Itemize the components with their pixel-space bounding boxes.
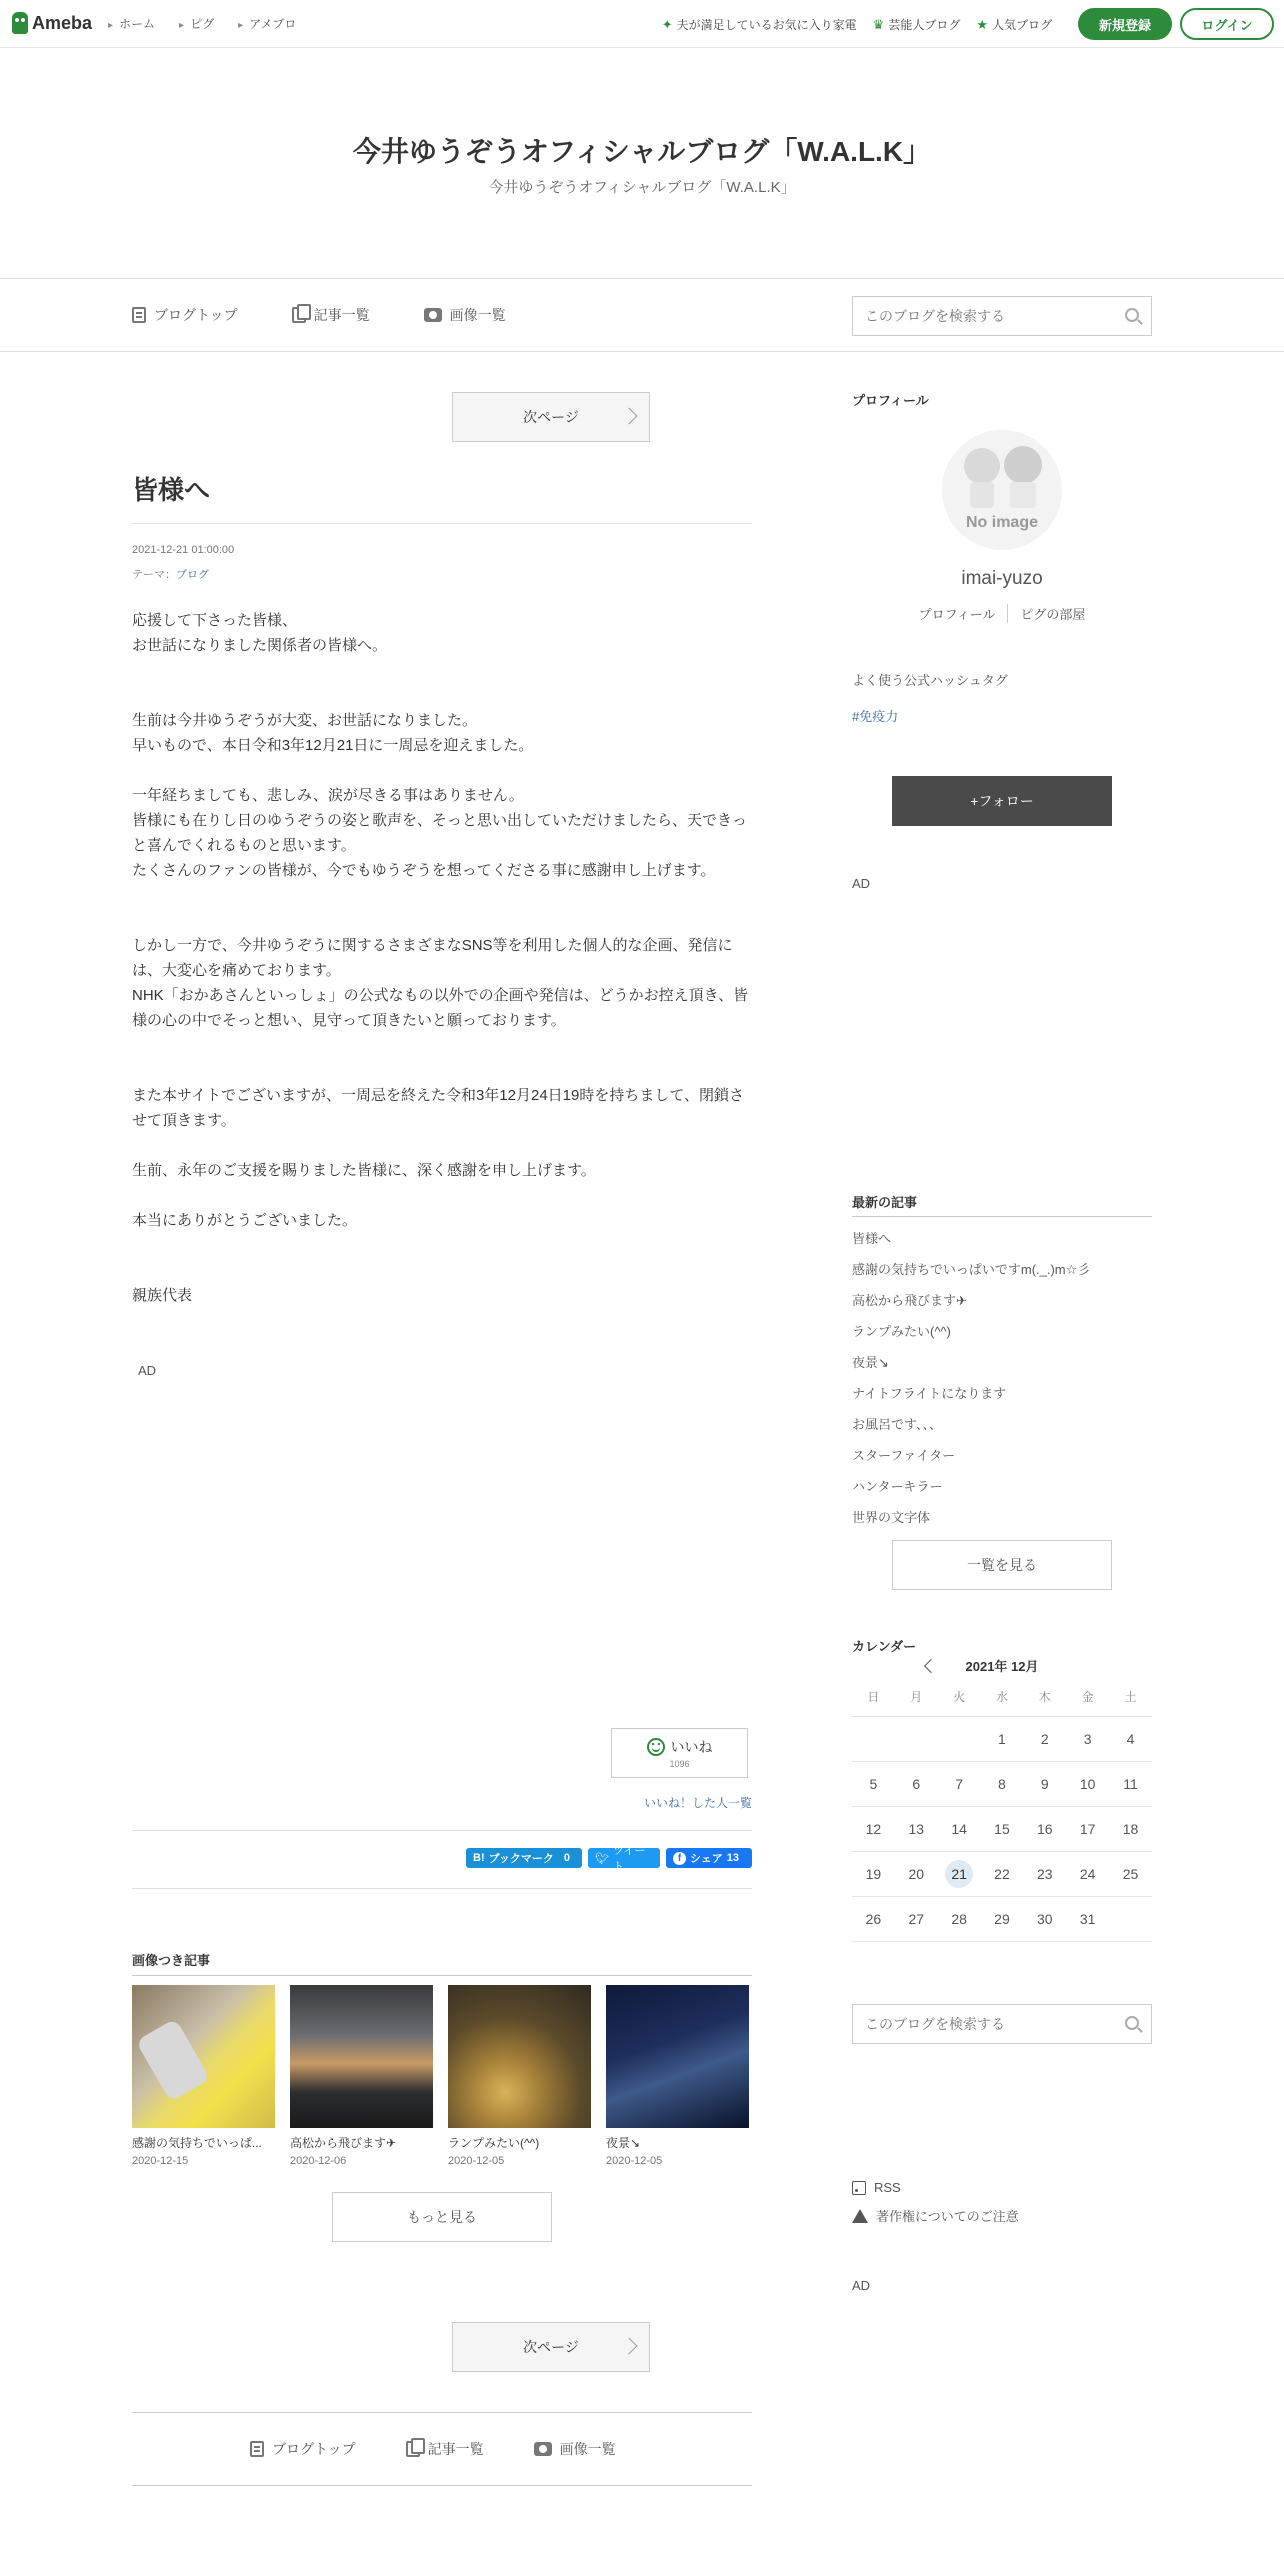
thumbnail-caption: 高松から飛びます✈ <box>290 2136 397 2150</box>
see-more-button[interactable]: もっと見る <box>332 2192 552 2242</box>
thumbnail-caption: 感謝の気持ちでいっぱ... <box>132 2136 262 2150</box>
article-paragraph: お世話になりました関係者の皆様へ。 <box>132 637 388 654</box>
recent-article-link[interactable]: ランプみたい(^^) <box>852 1324 951 1339</box>
calendar-day[interactable] <box>1109 1806 1152 1851</box>
calendar-day[interactable] <box>1109 1716 1152 1761</box>
calendar-day[interactable] <box>1109 1761 1152 1806</box>
blog-nav-top[interactable]: ブログトップ <box>132 305 238 325</box>
divider <box>132 1888 752 1889</box>
calendar-day-number: 22 <box>994 1865 1010 1882</box>
nav-home[interactable]: ▸ ホーム <box>108 15 155 32</box>
image-article-card[interactable] <box>132 1985 275 2167</box>
calendar-day-number: 29 <box>994 1910 1010 1927</box>
avatar-boy-figure <box>964 448 1000 484</box>
calendar-day[interactable] <box>981 1761 1024 1806</box>
login-button[interactable]: ログイン <box>1180 8 1274 40</box>
copyright-notice-link[interactable]: 著作権についてのご注意 <box>852 2206 1019 2225</box>
calendar-day-number: 26 <box>865 1910 882 1927</box>
calendar-day[interactable] <box>938 1806 981 1851</box>
weekday-label: 土 <box>1109 1678 1152 1716</box>
thumbnail-image <box>606 1985 749 2128</box>
calendar-day[interactable] <box>852 1896 895 1941</box>
image-articles-list <box>132 1985 749 2167</box>
camera-icon <box>424 308 442 322</box>
calendar-day[interactable] <box>938 1761 981 1806</box>
article-body <box>132 608 752 1383</box>
document-icon <box>132 307 146 323</box>
search-icon[interactable] <box>1125 2016 1139 2030</box>
bottom-blog-nav <box>132 2412 752 2486</box>
nav-pigg[interactable]: ▸ ピグ <box>179 15 214 32</box>
calendar-day[interactable] <box>938 1896 981 1941</box>
thumbnail-date: 2020-12-05 <box>606 2155 663 2167</box>
recent-article-link[interactable]: 皆様へ <box>852 1231 892 1246</box>
calendar-day <box>938 1716 981 1761</box>
article-date: 2021-12-21 01:00:00 <box>132 544 235 556</box>
blog-subtitle: 今井ゆうぞうオフィシャルブログ「W.A.L.K」 <box>488 179 796 196</box>
theme-link[interactable]: ブログ <box>176 569 209 581</box>
warning-icon <box>852 2209 868 2223</box>
calendar-day-number: 6 <box>912 1775 921 1792</box>
calendar-day[interactable] <box>1066 1761 1109 1806</box>
calendar-week <box>852 1896 1152 1941</box>
image-article-card[interactable] <box>290 1985 433 2167</box>
article-signature: 親族代表 <box>132 1287 193 1304</box>
article-paragraph: 皆様にも在りし日のゆうぞうの姿と歌声を、そっと思い出していただけましたら、天できっと喜んでくれるものと思います。 <box>132 812 748 854</box>
ad-label: AD <box>138 1363 157 1378</box>
thumbnail-caption: 夜景↘ <box>606 2136 641 2150</box>
copy-icon <box>406 2441 420 2457</box>
weekday-label: 金 <box>1066 1678 1109 1716</box>
signup-button[interactable]: 新規登録 <box>1078 8 1172 40</box>
like-count: 1096 <box>669 1759 690 1769</box>
calendar-title: カレンダー <box>852 1639 917 1654</box>
calendar-day-number: 13 <box>908 1820 925 1837</box>
calendar <box>852 1678 1152 1942</box>
calendar-day-number: 14 <box>951 1820 967 1837</box>
divider <box>132 1975 752 1976</box>
nav-ameblo[interactable]: ▸ アメブロ <box>238 15 296 32</box>
blog-nav-top[interactable]: ブログトップ <box>250 2439 356 2459</box>
chevron-right-icon <box>621 408 638 425</box>
calendar-day-number: 24 <box>1079 1865 1096 1882</box>
calendar-day[interactable] <box>1066 1716 1109 1761</box>
calendar-day[interactable] <box>852 1851 895 1896</box>
article-paragraph: たくさんのファンの皆様が、今でもゆうぞうを想ってくださる事に感謝申し上げます。 <box>132 862 716 879</box>
hashtag-link[interactable]: #免疫力 <box>852 709 899 724</box>
blog-nav-images[interactable]: 画像一覧 <box>424 305 506 325</box>
search-icon[interactable] <box>1125 308 1139 322</box>
calendar-day[interactable] <box>1066 1896 1109 1941</box>
calendar-week <box>852 1806 1152 1851</box>
calendar-day[interactable] <box>1023 1761 1066 1806</box>
weekday-label: 水 <box>981 1678 1024 1716</box>
recent-article-link[interactable]: ハンターキラー <box>852 1479 943 1494</box>
blog-search <box>852 296 1152 336</box>
smile-icon <box>647 1738 665 1756</box>
ameba-logo[interactable] <box>12 12 92 34</box>
calendar-day-number: 23 <box>1037 1865 1053 1882</box>
facebook-share-button[interactable]: f シェア 13 <box>666 1848 752 1868</box>
calendar-day[interactable] <box>981 1716 1024 1761</box>
article-paragraph: しかし一方で、今井ゆうぞうに関するさまざまなSNS等を利用した個人的な企画、発信には、大変心を痛めております。 <box>132 937 733 979</box>
calendar-day-number: 1 <box>998 1730 1006 1747</box>
weekday-label: 月 <box>895 1678 938 1716</box>
sidebar-search-input[interactable] <box>865 2016 1115 2032</box>
hashtag-title: よく使う公式ハッシュタグ <box>852 673 1008 688</box>
image-article-card[interactable] <box>606 1985 749 2167</box>
calendar-day[interactable] <box>895 1806 938 1851</box>
global-header <box>0 0 1284 48</box>
liked-users-link[interactable]: いいね！した人一覧 <box>643 1796 752 1810</box>
camera-icon <box>534 2442 552 2456</box>
calendar-week <box>852 1716 1152 1761</box>
calendar-day-number: 10 <box>1079 1775 1096 1792</box>
calendar-day[interactable] <box>981 1806 1024 1851</box>
avatar-girl-figure <box>1004 446 1042 484</box>
calendar-day-number: 30 <box>1037 1910 1053 1927</box>
calendar-day-number: 28 <box>951 1910 967 1927</box>
calendar-day[interactable] <box>1066 1806 1109 1851</box>
calendar-day[interactable] <box>895 1851 938 1896</box>
calendar-day[interactable] <box>1023 1896 1066 1941</box>
ad-label: AD <box>852 876 871 891</box>
profile-links <box>852 604 1152 623</box>
thumbnail-date: 2020-12-15 <box>132 2155 189 2167</box>
nav-favorite-appliances[interactable]: ✦ 夫が満足しているお気に入り家電 <box>661 16 857 32</box>
calendar-day[interactable] <box>852 1806 895 1851</box>
article-paragraph: 一年経ちましても、悲しみ、涙が尽きる事はありません。 <box>132 787 524 804</box>
global-nav-left <box>108 15 296 32</box>
calendar-week <box>852 1851 1152 1896</box>
facebook-icon: f <box>673 1852 686 1865</box>
article <box>132 470 752 1383</box>
calendar-day-number: 20 <box>908 1865 925 1882</box>
sidebar-search <box>852 2004 1152 2044</box>
calendar-day-number: 19 <box>865 1865 882 1882</box>
rss-icon <box>852 2181 866 2195</box>
article-paragraph: NHK「おかあさんといっしょ」の公式なもの以外での企画や発信は、どうかお控え頂き、皆様の心の中でそっと想い、見守って頂きたいと願っております。 <box>132 987 749 1029</box>
calendar-day-number: 11 <box>1123 1775 1138 1792</box>
recent-article-link[interactable]: お風呂です、、、 <box>852 1417 942 1432</box>
rss-link[interactable]: RSS <box>852 2180 901 2195</box>
calendar-day-number: 31 <box>1079 1910 1096 1927</box>
calendar-month: 2021年 12月 <box>965 1659 1039 1674</box>
see-all-articles-button[interactable]: 一覧を見る <box>892 1540 1112 1590</box>
recent-articles-title: 最新の記事 <box>852 1195 918 1210</box>
recent-article-link[interactable]: 高松から飛びます✈ <box>852 1293 967 1308</box>
pigg-room-link[interactable]: ピグの部屋 <box>1007 604 1097 623</box>
blog-search-input[interactable] <box>865 308 1115 324</box>
calendar-day-number: 7 <box>955 1775 963 1792</box>
hatena-bookmark-button[interactable]: B! ブックマーク 0 <box>466 1848 582 1868</box>
star-icon: ★ <box>976 16 988 32</box>
article-paragraph: また本サイトでございますが、一周忌を終えた令和3年12月24日19時を持ちまして、閉鎖させて頂きます。 <box>132 1087 745 1129</box>
calendar-day <box>1109 1896 1152 1941</box>
avatar[interactable] <box>942 430 1062 550</box>
hatena-icon: B! <box>473 1852 485 1864</box>
ameba-wordmark: Ameba <box>32 12 93 33</box>
tweet-button[interactable]: 🐦︎ ツイート <box>588 1848 660 1868</box>
calendar-day[interactable] <box>1023 1806 1066 1851</box>
sparkle-icon: ✦ <box>661 16 673 32</box>
calendar-day-number: 15 <box>994 1820 1010 1837</box>
ad-label: AD <box>852 2278 871 2293</box>
article-paragraph: 本当にありがとうございました。 <box>132 1212 358 1229</box>
blog-nav-images[interactable]: 画像一覧 <box>534 2439 616 2459</box>
calendar-day[interactable] <box>895 1761 938 1806</box>
chevron-right-icon <box>621 2338 638 2355</box>
profile-link[interactable]: プロフィール <box>918 607 996 622</box>
calendar-day[interactable] <box>981 1896 1024 1941</box>
recent-article-link[interactable]: スターファイター <box>852 1448 956 1463</box>
thumbnail-date: 2020-12-05 <box>448 2155 505 2167</box>
twitter-bird-icon: 🐦︎ <box>595 1852 609 1865</box>
no-image-label: No image <box>965 514 1038 531</box>
nav-popular-blogs[interactable]: ★ 人気ブログ <box>976 16 1052 32</box>
calendar-day[interactable] <box>1023 1851 1066 1896</box>
recent-articles-list <box>852 1228 1152 1538</box>
image-articles-title: 画像つき記事 <box>132 1953 211 1968</box>
divider <box>852 1216 1152 1217</box>
calendar-day <box>852 1716 895 1761</box>
like-button[interactable]: いいね 1096 <box>611 1728 748 1778</box>
calendar-day-number: 18 <box>1122 1820 1139 1837</box>
follow-button[interactable]: +フォロー <box>892 776 1112 826</box>
recent-article-link[interactable]: ナイトフライトになります <box>852 1386 1007 1401</box>
recent-article-link[interactable]: 世界の文字体 <box>852 1510 931 1525</box>
article-title[interactable]: 皆様へ <box>132 470 752 524</box>
thumbnail-image <box>448 1985 591 2128</box>
calendar-day[interactable] <box>1066 1851 1109 1896</box>
thumbnail-caption: ランプみたい(^^) <box>448 2136 540 2150</box>
blog-nav <box>0 278 1284 352</box>
recent-article-link[interactable]: 感謝の気持ちでいっぱいですm(._.)m☆彡 <box>852 1262 1091 1277</box>
calendar-day-number: 17 <box>1079 1820 1096 1837</box>
crown-icon: ♛ <box>872 16 885 32</box>
calendar-day-number: 9 <box>1040 1775 1049 1792</box>
avatar-body <box>970 482 994 508</box>
article-theme: テーマ：ブログ <box>132 569 209 581</box>
recent-article-link[interactable]: 夜景↘ <box>852 1355 889 1370</box>
calendar-day[interactable] <box>981 1851 1024 1896</box>
profile-title: プロフィール <box>852 393 929 408</box>
calendar-day <box>895 1716 938 1761</box>
calendar-day[interactable] <box>938 1851 981 1896</box>
next-page-button-bottom[interactable]: 次ページ <box>452 2322 650 2372</box>
blog-nav-entries[interactable]: 記事一覧 <box>406 2439 484 2459</box>
ameba-mascot-icon <box>12 12 28 34</box>
article-paragraph: 生前、永年のご支援を賜りました皆様に、深く感謝を申し上げます。 <box>132 1162 596 1179</box>
avatar-body <box>1010 482 1036 508</box>
calendar-day-number: 8 <box>998 1775 1006 1792</box>
article-paragraph: 早いもので、本日令和3年12月21日に一周忌を迎えました。 <box>132 737 534 754</box>
weekday-label: 火 <box>938 1678 981 1716</box>
calendar-week <box>852 1761 1152 1806</box>
calendar-day-number: 2 <box>1040 1730 1049 1747</box>
profile-name[interactable]: imai-yuzo <box>961 568 1043 589</box>
calendar-day-number: 25 <box>1122 1865 1139 1882</box>
thumbnail-image <box>132 1985 275 2128</box>
article-paragraph: 応援して下さった皆様、 <box>132 612 298 629</box>
image-article-card[interactable] <box>448 1985 591 2167</box>
nav-celebrity-blogs[interactable]: ♛ 芸能人ブログ <box>872 16 961 32</box>
calendar-day[interactable] <box>895 1896 938 1941</box>
global-nav-right <box>662 16 1052 33</box>
weekday-label: 日 <box>852 1678 895 1716</box>
copy-icon <box>292 307 306 323</box>
calendar-day[interactable] <box>1109 1851 1152 1896</box>
next-page-button-top[interactable]: 次ページ <box>452 392 650 442</box>
calendar-day-number: 21 <box>945 1860 973 1888</box>
share-buttons <box>466 1845 752 1873</box>
calendar-day-number: 12 <box>865 1820 882 1837</box>
weekday-label: 木 <box>1023 1678 1066 1716</box>
blog-nav-entries[interactable]: 記事一覧 <box>292 305 370 325</box>
article-paragraph: 生前は今井ゆうぞうが大変、お世話になりました。 <box>132 712 478 729</box>
calendar-day[interactable] <box>852 1761 895 1806</box>
calendar-day-number: 27 <box>908 1910 925 1927</box>
calendar-day-number: 16 <box>1037 1820 1053 1837</box>
document-icon <box>250 2441 264 2457</box>
calendar-day-number: 5 <box>869 1775 878 1792</box>
thumbnail-date: 2020-12-06 <box>290 2155 347 2167</box>
calendar-day-number: 4 <box>1126 1730 1135 1747</box>
thumbnail-image <box>290 1985 433 2128</box>
blog-title[interactable]: 今井ゆうぞうオフィシャルブログ「W.A.L.K」 <box>352 136 932 167</box>
calendar-day-number: 3 <box>1083 1730 1092 1747</box>
calendar-day[interactable] <box>1023 1716 1066 1761</box>
divider <box>132 1830 752 1831</box>
